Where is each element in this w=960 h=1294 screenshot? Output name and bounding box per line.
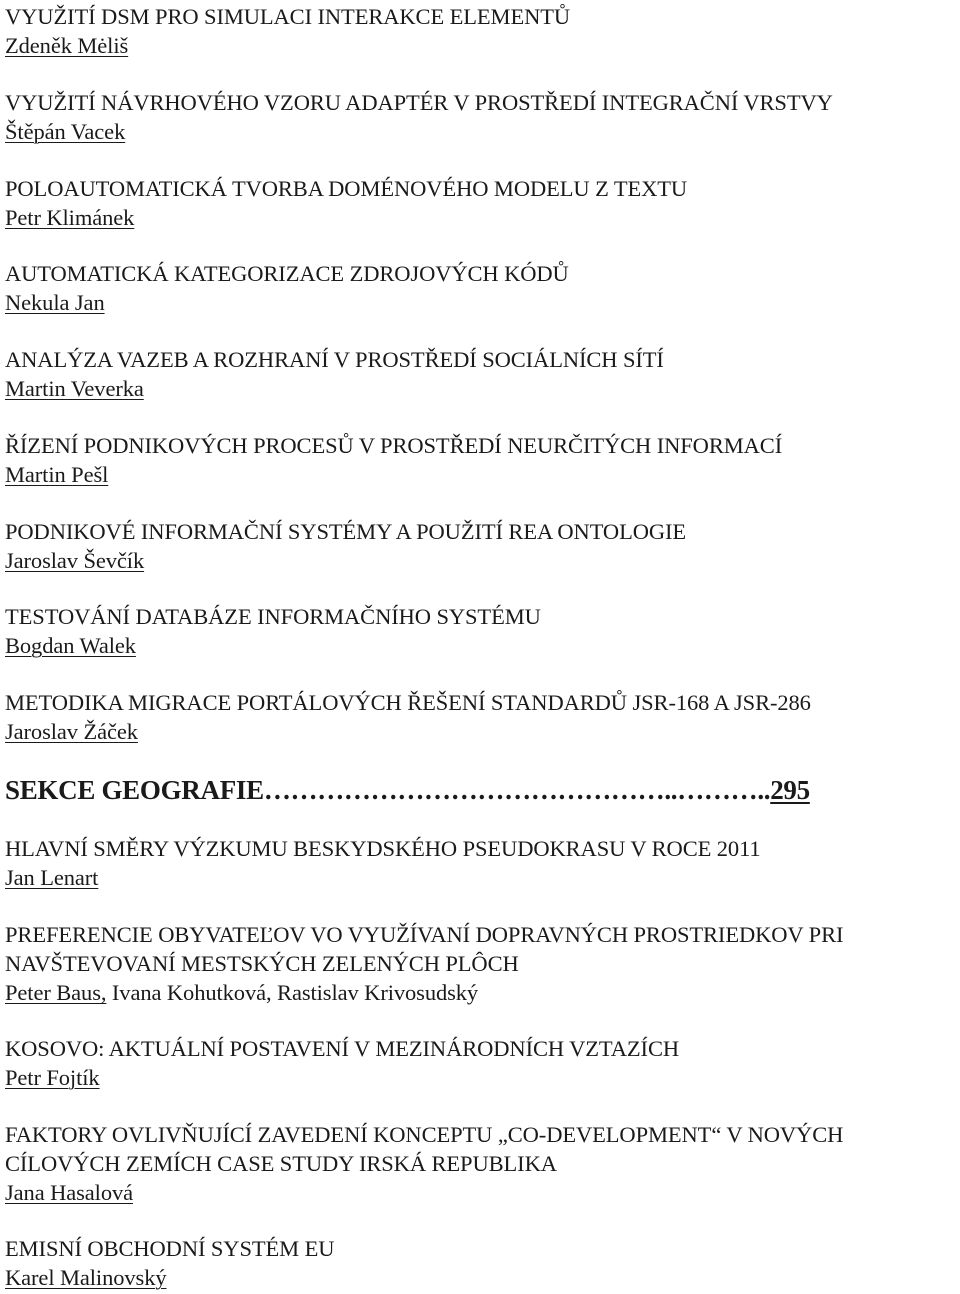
toc-entry — [5, 1234, 957, 1292]
entry-title-continued: CÍLOVÝCH ZEMÍCH CASE STUDY IRSKÁ REPUBLIKA — [5, 1151, 557, 1176]
entry-author-link[interactable]: Martin Pešl — [5, 462, 109, 487]
entry-author-link[interactable]: Nekula Jan — [5, 290, 105, 315]
section-heading — [5, 772, 957, 808]
toc-entry — [5, 1034, 957, 1092]
entry-title: VYUŽITÍ DSM PRO SIMULACI INTERAKCE ELEMENTŮ — [5, 4, 571, 29]
entry-title: VYUŽITÍ NÁVRHOVÉHO VZORU ADAPTÉR V PROSTŘEDÍ INTEGRAČNÍ VRSTVY — [5, 90, 833, 115]
toc-entry — [5, 431, 957, 489]
entry-title: POLOAUTOMATICKÁ TVORBA DOMÉNOVÉHO MODELU Z TEXTU — [5, 176, 688, 201]
entry-author-link[interactable]: Petr Klimánek — [5, 205, 135, 230]
entry-title: HLAVNÍ SMĚRY VÝZKUMU BESKYDSKÉHO PSEUDOKRASU V ROCE 2011 — [5, 836, 761, 861]
toc-entry — [5, 834, 957, 892]
entry-title: AUTOMATICKÁ KATEGORIZACE ZDROJOVÝCH KÓDŮ — [5, 261, 569, 286]
toc-entry — [5, 259, 957, 317]
section-leader-dots: ………………………………………..……….. — [263, 775, 771, 805]
toc-entry — [5, 602, 957, 660]
entry-author-link[interactable]: Jan Lenart — [5, 865, 99, 890]
entry-author-link[interactable]: Peter Baus, — [5, 980, 107, 1005]
entry-author-link[interactable]: Karel Malinovský — [5, 1265, 167, 1290]
entry-author-link[interactable]: Martin Veverka — [5, 376, 144, 401]
entry-title: PREFERENCIE OBYVATEĽOV VO VYUŽÍVANÍ DOPRAVNÝCH PROSTRIEDKOV PRI — [5, 922, 844, 947]
entry-title: TESTOVÁNÍ DATABÁZE INFORMAČNÍHO SYSTÉMU — [5, 604, 541, 629]
section-page-link[interactable]: 295 — [770, 775, 810, 805]
toc-entry — [5, 1120, 957, 1207]
entry-title-continued: NAVŠTEVOVANÍ MESTSKÝCH ZELENÝCH PLÔCH — [5, 951, 519, 976]
toc-entry — [5, 920, 957, 1007]
entry-coauthors: Ivana Kohutková, Rastislav Krivosudský — [106, 980, 479, 1005]
section-title: SEKCE GEOGRAFIE — [5, 775, 264, 805]
toc-entry — [5, 517, 957, 575]
entry-title: ANALÝZA VAZEB A ROZHRANÍ V PROSTŘEDÍ SOCIÁLNÍCH SÍTÍ — [5, 347, 664, 372]
toc-entry — [5, 174, 957, 232]
entry-title: ŘÍZENÍ PODNIKOVÝCH PROCESŮ V PROSTŘEDÍ NEURČITÝCH INFORMACÍ — [5, 433, 783, 458]
entry-author-link[interactable]: Zdeněk Mėliš — [5, 33, 129, 58]
entry-author-link[interactable]: Štěpán Vacek — [5, 119, 126, 144]
entry-title: METODIKA MIGRACE PORTÁLOVÝCH ŘEŠENÍ STANDARDŮ JSR-168 A JSR-286 — [5, 690, 811, 715]
entry-title: EMISNÍ OBCHODNÍ SYSTÉM EU — [5, 1236, 335, 1261]
toc-entry — [5, 88, 957, 146]
entry-title: KOSOVO: AKTUÁLNÍ POSTAVENÍ V MEZINÁRODNÍCH VZTAZÍCH — [5, 1036, 680, 1061]
toc-entry — [5, 2, 957, 60]
entry-author-link[interactable]: Jaroslav Žáček — [5, 719, 138, 744]
entry-author-link[interactable]: Petr Fojtík — [5, 1065, 100, 1090]
entry-author-link[interactable]: Jana Hasalová — [5, 1180, 134, 1205]
entry-author-link[interactable]: Bogdan Walek — [5, 633, 136, 658]
toc-entry — [5, 345, 957, 403]
entry-title: PODNIKOVÉ INFORMAČNÍ SYSTÉMY A POUŽITÍ REA ONTOLOGIE — [5, 519, 687, 544]
entry-title: FAKTORY OVLIVŇUJÍCÍ ZAVEDENÍ KONCEPTU „CO-DEVELOPMENT“ V NOVÝCH — [5, 1122, 844, 1147]
entry-author-link[interactable]: Jaroslav Ševčík — [5, 548, 145, 573]
toc-entry — [5, 688, 957, 746]
